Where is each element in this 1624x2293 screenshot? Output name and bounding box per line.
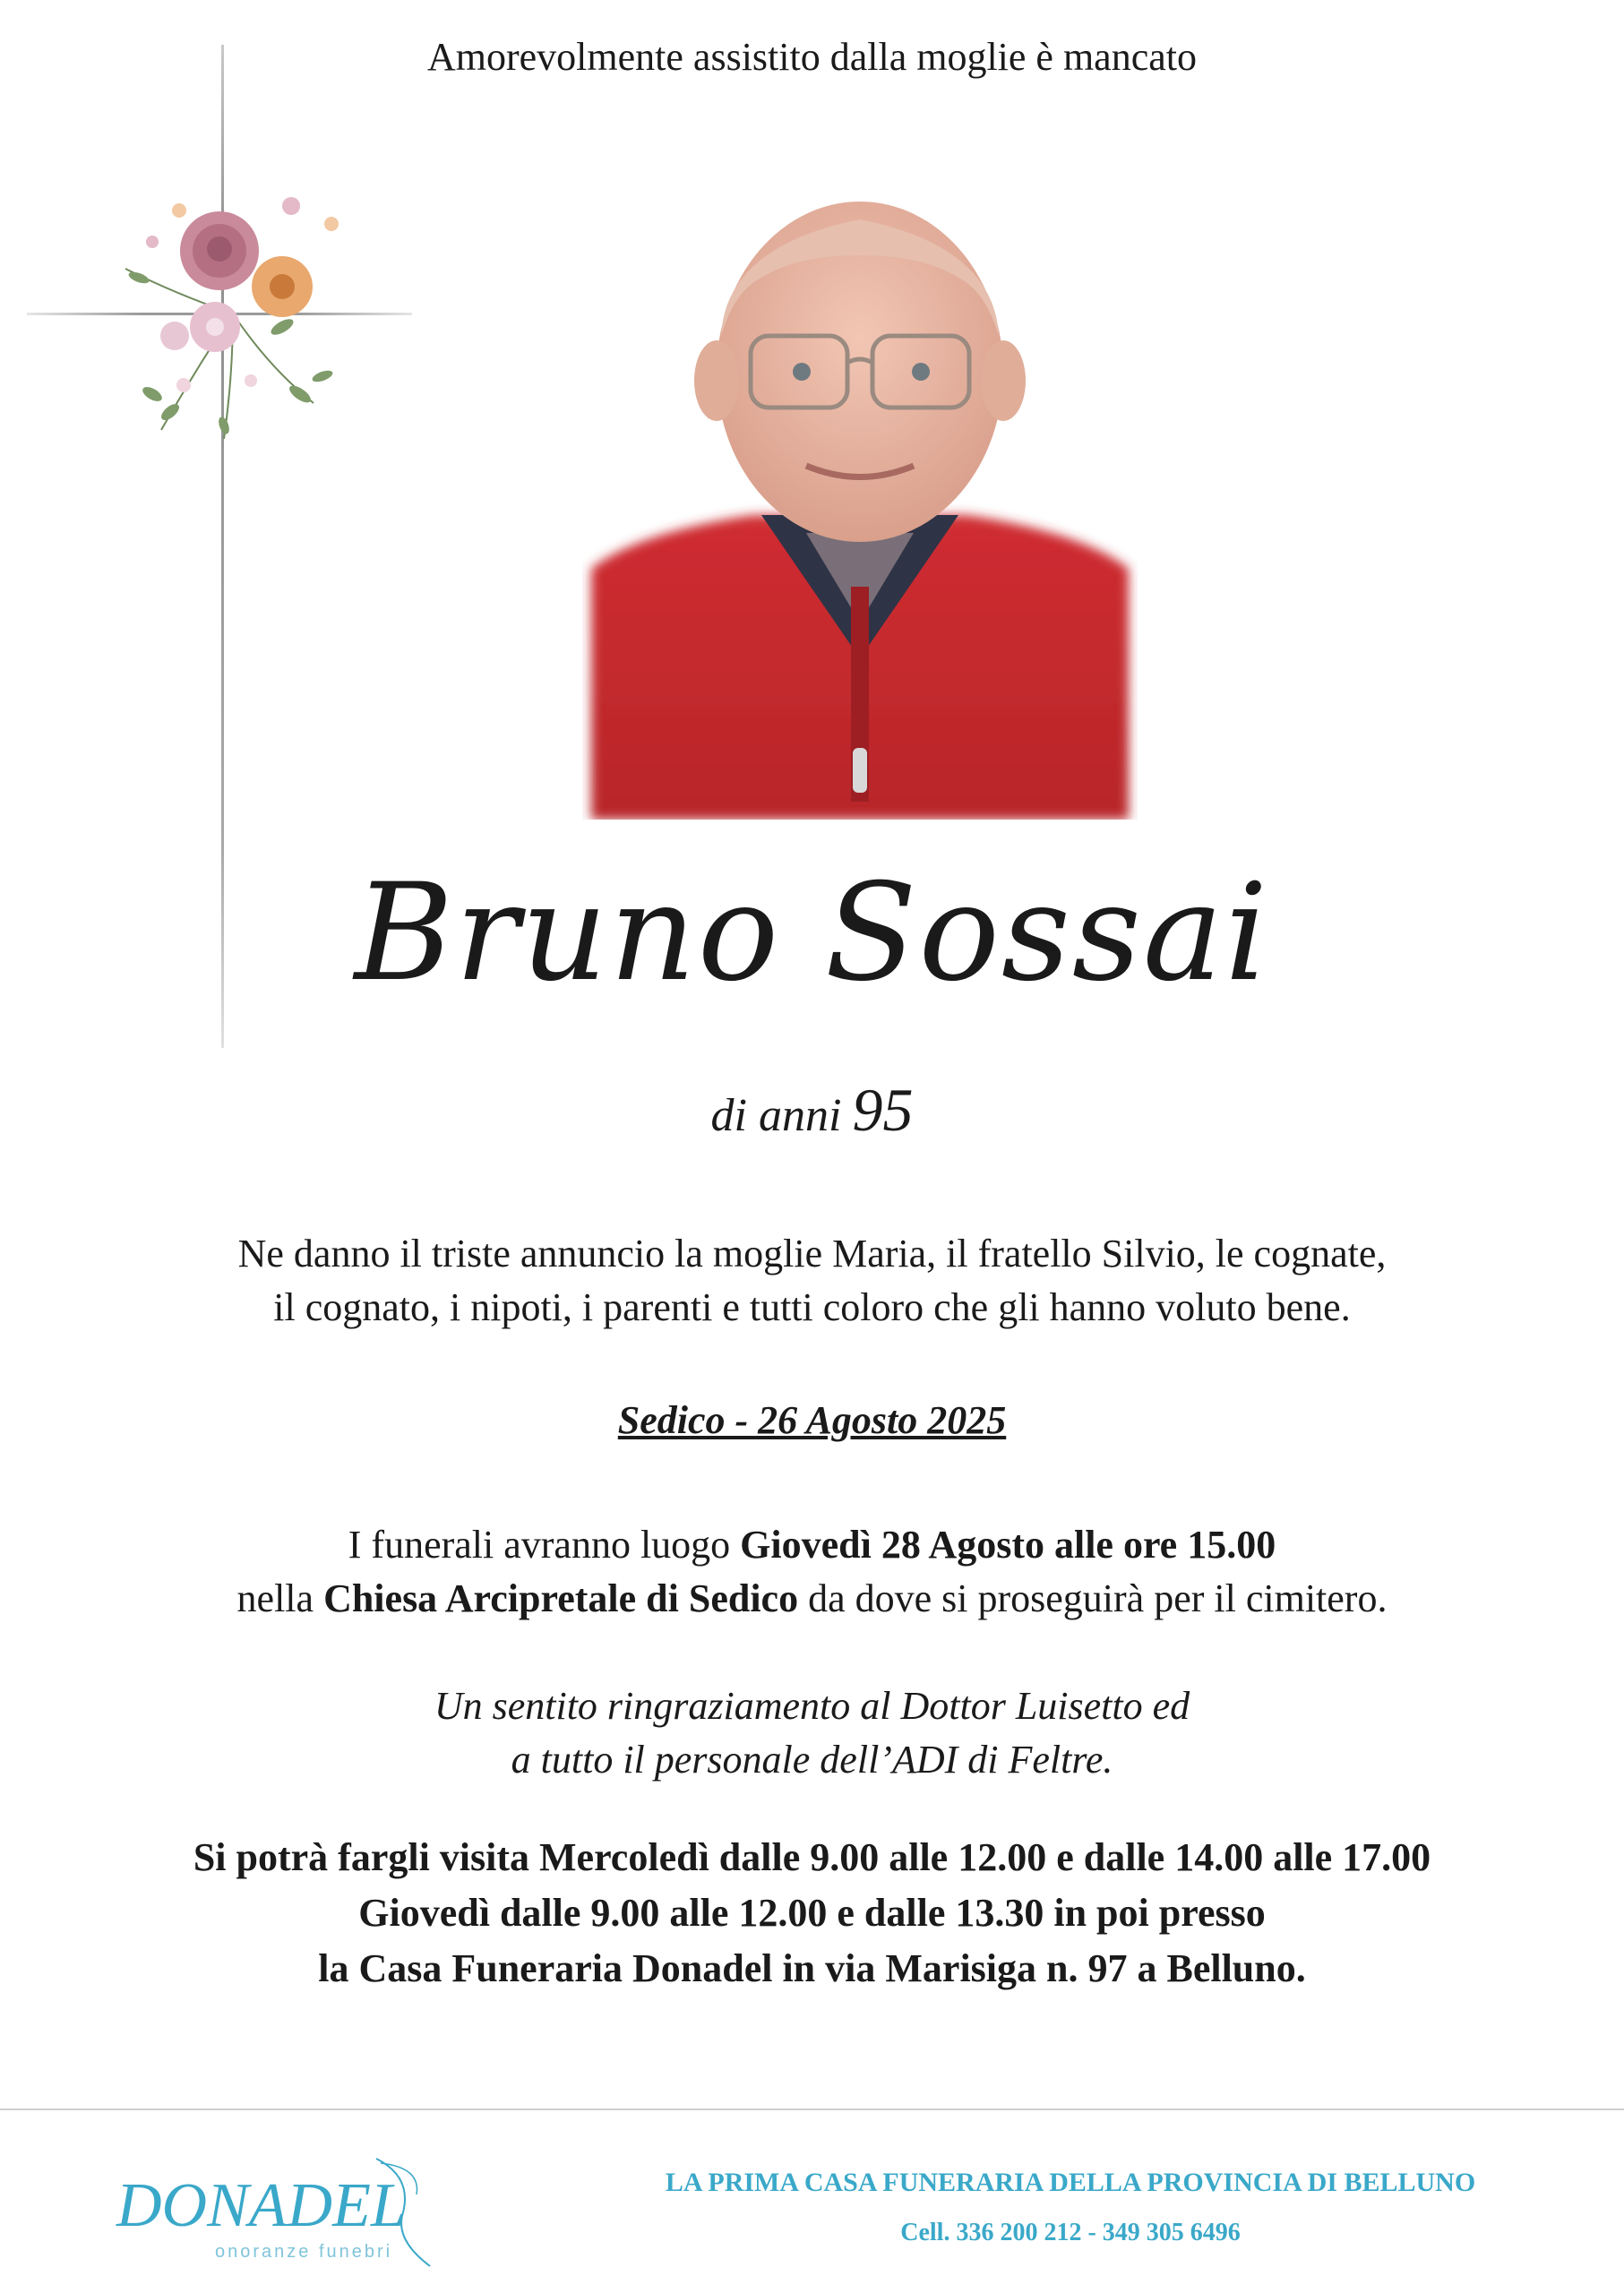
footer-phone: Cell. 336 200 212 - 349 305 6496 <box>900 2219 1241 2246</box>
donadel-logo <box>107 2141 484 2275</box>
footer-divider <box>0 2108 1624 2110</box>
age-value: 95 <box>852 1076 914 1144</box>
funeral-line-2 <box>0 1572 1624 1626</box>
funeral-text: nella <box>236 1576 324 1620</box>
thanks-line-2: a tutto il personale dell’ADI di Feltre. <box>511 1738 1113 1782</box>
visit-line-2: Giovedì dalle 9.00 alle 12.00 e dalle 13.30 in poi presso <box>358 1891 1266 1935</box>
logo-name: DONADEL <box>116 2171 406 2240</box>
portrait-photo <box>582 193 1138 820</box>
flower-bouquet-icon <box>99 170 367 448</box>
funeral-info <box>0 1518 1624 1626</box>
funeral-datetime: Giovedì 28 Agosto alle ore 15.00 <box>740 1523 1276 1567</box>
visit-info <box>0 1830 1624 1997</box>
announcement <box>0 1227 1624 1335</box>
visit-line-1: Si potrà fargli visita Mercoledì dalle 9.00 alle 12.00 e dalle 14.00 alle 17.00 <box>193 1835 1431 1879</box>
deceased-name: Bruno Sossai <box>354 855 1270 1011</box>
footer-tagline: LA PRIMA CASA FUNERARIA DELLA PROVINCIA DI BELLUNO <box>665 2168 1476 2197</box>
visit-line-3: la Casa Funeraria Donadel in via Marisiga n. 97 a Belluno. <box>318 1946 1306 1990</box>
funeral-line-1 <box>0 1518 1624 1572</box>
place-date <box>0 1397 1624 1443</box>
intro-text: Amorevolmente assistito dalla moglie è mancato <box>427 35 1197 79</box>
age-line <box>0 1075 1624 1146</box>
thanks-line-1: Un sentito ringraziamento al Dottor Luisetto ed <box>434 1684 1190 1728</box>
place-date-text: Sedico - 26 Agosto 2025 <box>617 1398 1007 1442</box>
announcement-line-2: il cognato, i nipoti, i parenti e tutti coloro che gli hanno voluto bene. <box>273 1285 1351 1329</box>
funeral-text: I funerali avranno luogo <box>348 1523 741 1567</box>
logo-subtitle: onoranze funebri <box>215 2242 393 2262</box>
funeral-text: da dove si proseguirà per il cimitero. <box>798 1576 1388 1620</box>
funeral-church: Chiesa Arcipretale di Sedico <box>323 1576 799 1620</box>
age-prefix: di anni <box>710 1090 842 1141</box>
announcement-line-1: Ne danno il triste annuncio la moglie Maria, il fratello Silvio, le cognate, <box>237 1232 1387 1275</box>
thanks-message <box>0 1679 1624 1787</box>
